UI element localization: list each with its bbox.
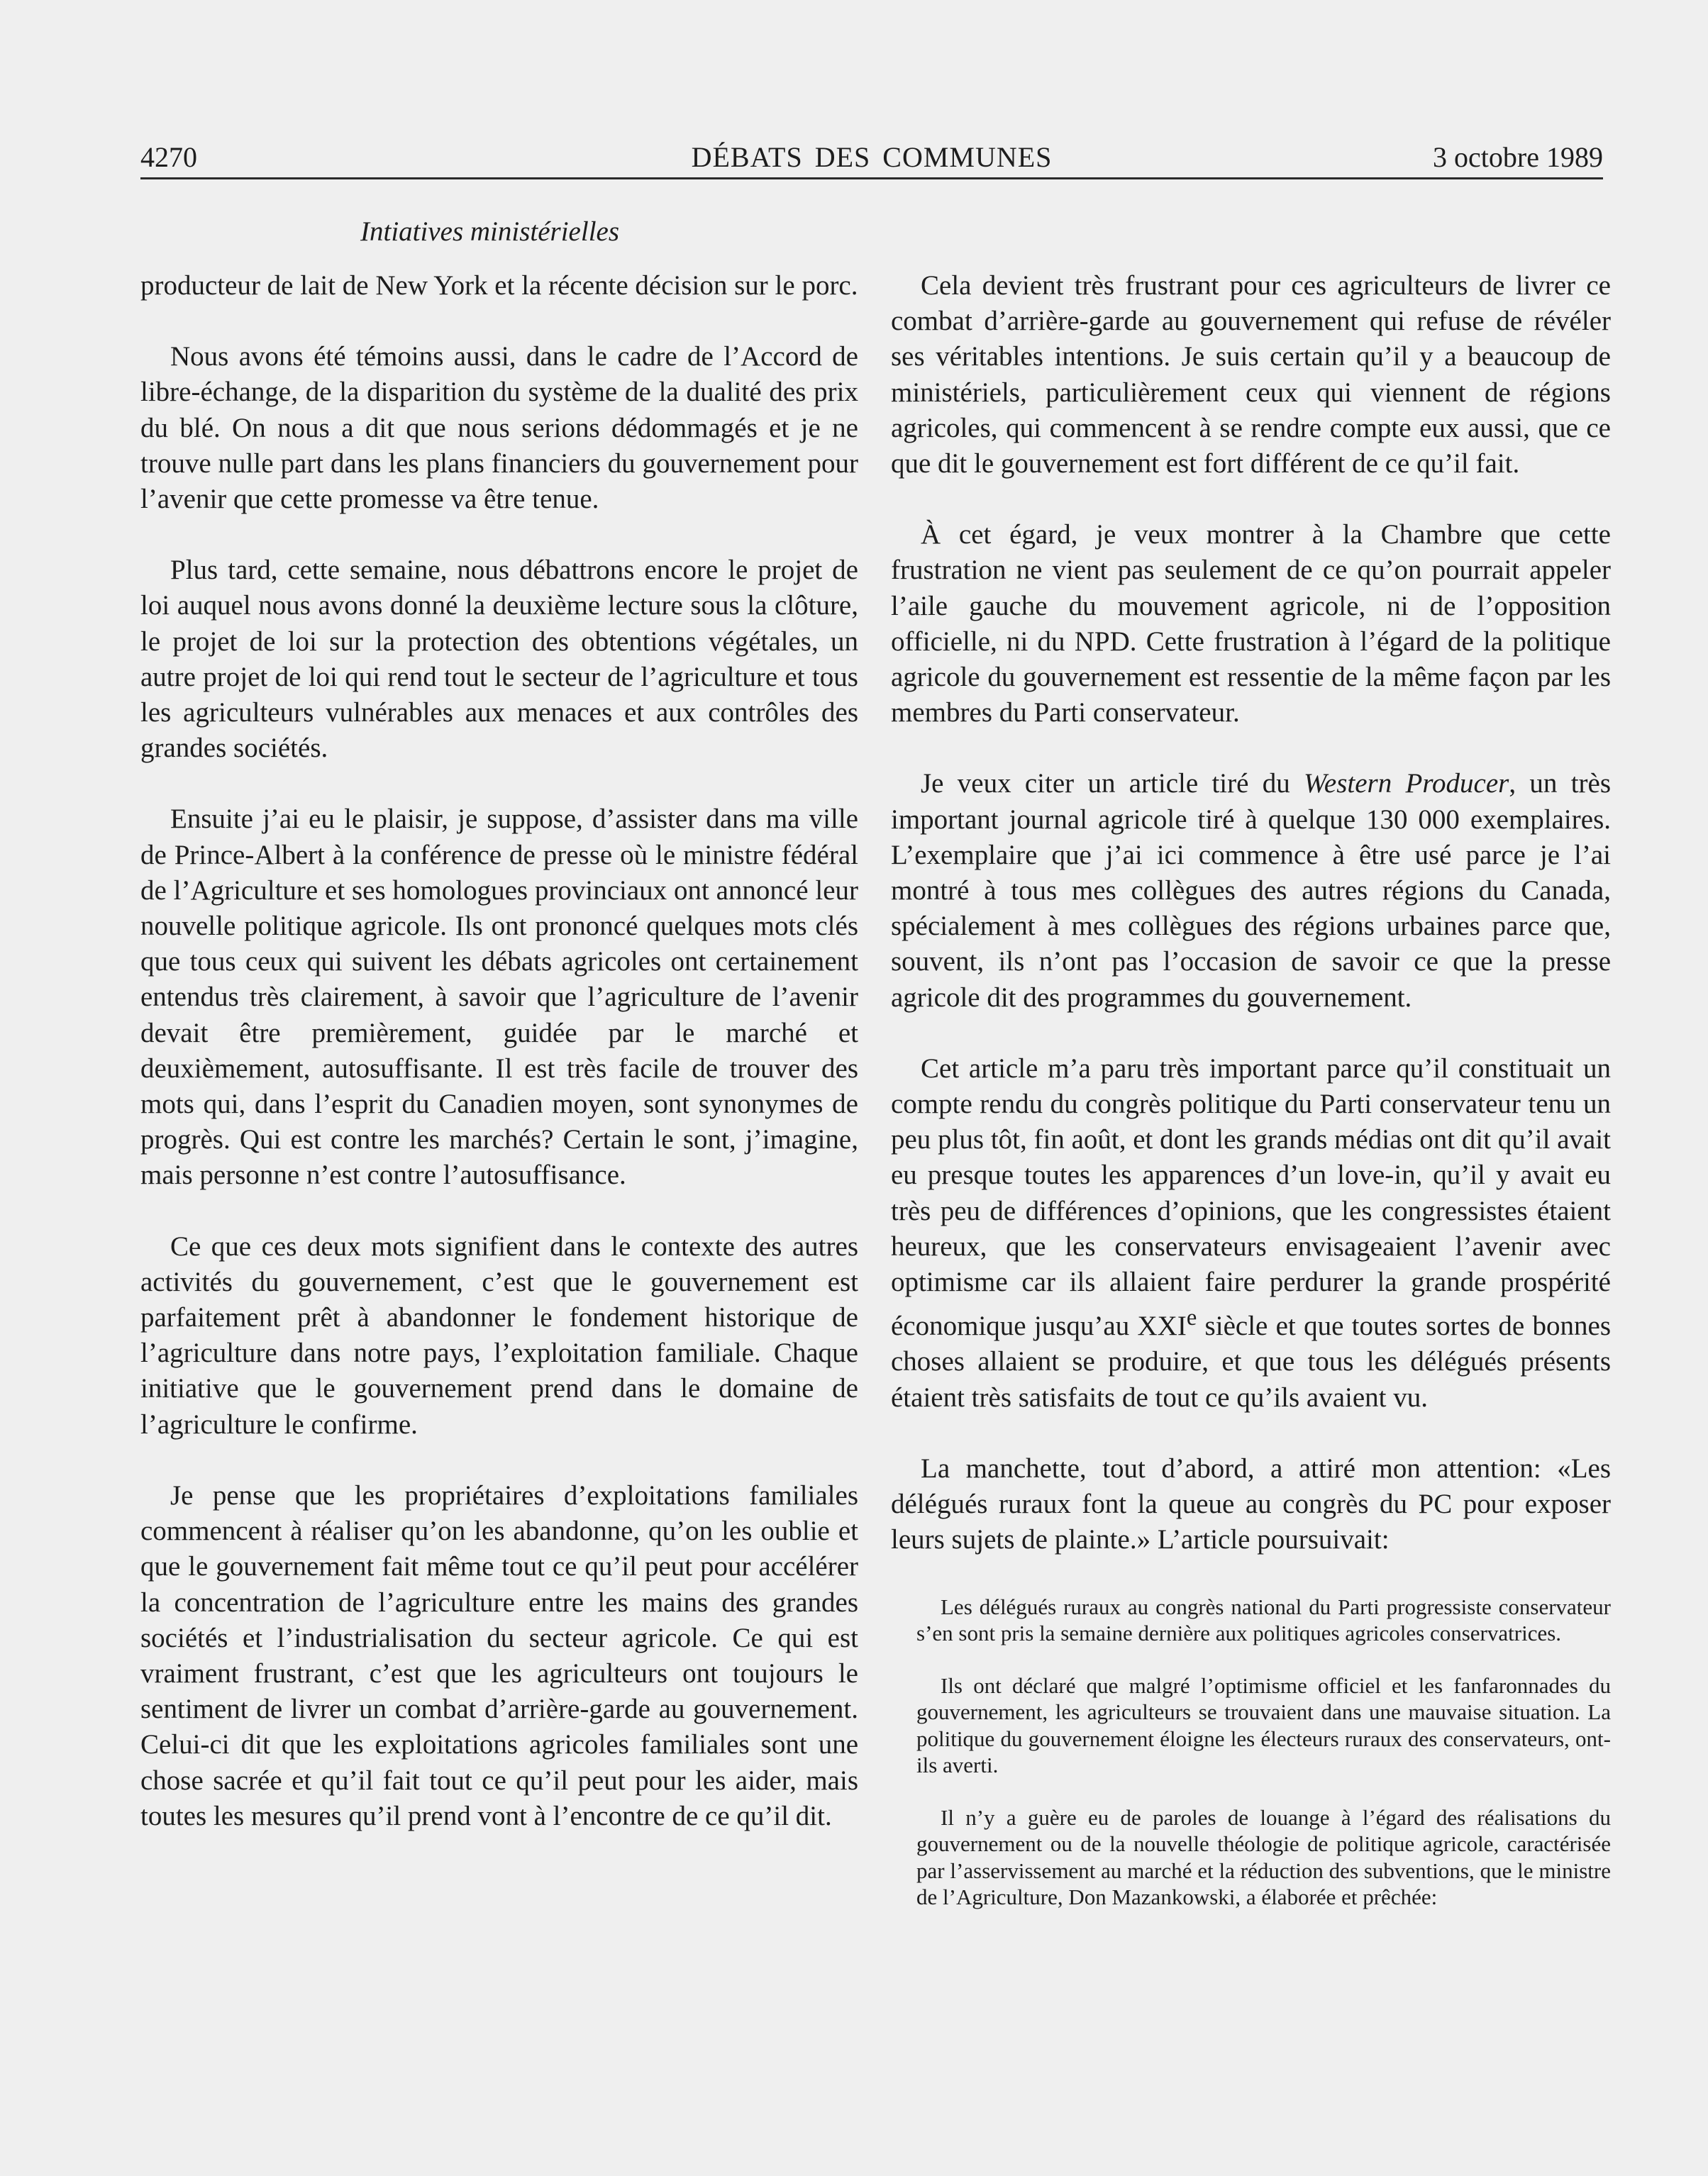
- paragraph: La manchette, tout d’abord, a attiré mon attention: «Les délégués ruraux font la queue au congrès du PC pour exposer leurs sujets de plainte.» L’article poursuivait:: [891, 1453, 1611, 1555]
- paragraph: À cet égard, je veux montrer à la Chambre que cette frustration ne vient pas seulement de ce qu’on pourrait appeler l’aile gauche du mouvement agricole, ni de l’opposition officielle, ni du NPD. Cette frustration à l’égard de la politique agricole du gouvernement est ressentie de la même façon par les membres du Parti conservateur.: [891, 519, 1611, 728]
- paragraph: Cela devient très frustrant pour ces agriculteurs de livrer ce combat d’arrière-garde au gouvernement qui refuse de révéler ses véritables intentions. Je suis certain qu’il y a beaucoup de ministériels, particulièrement ceux qui viennent de régions agricoles, qui commencent à se rendre compte eux aussi, que ce que dit le gouvernement est fort différent de ce qu’il fait.: [891, 270, 1611, 479]
- paragraph-congress-report: [891, 1051, 1611, 1416]
- page-header: [140, 132, 1603, 179]
- century-superscript: e: [1186, 1305, 1197, 1331]
- journal-title: DÉBATS DES COMMUNES: [691, 141, 1053, 173]
- right-column: [891, 268, 1611, 1932]
- paragraph: Ce que ces deux mots signifient dans le contexte des autres activités du gouvernement, c’est que le gouvernement est parfaitement prêt à abandonner le fondement historique de l’agriculture dans notre pays, l’exploitation familiale. Chaque initiative que le gouvernement prend dans le domaine de l’agriculture le confirme.: [140, 1231, 858, 1440]
- page-number: 4270: [140, 141, 197, 173]
- paragraph: Ensuite j’ai eu le plaisir, je suppose, d’assister dans ma ville de Prince-Albert à la conférence de presse où le ministre fédéral de l’Agriculture et ses homologues provinciaux ont annoncé leur nouvelle politique agricole. Ils ont prononcé quelques mots clés que tous ceux qui suivent les débats agricoles ont certainement entendus très clairement, à savoir que l’agriculture de l’avenir devait être premièrement, guidée par le marché et deuxièmement, autosuffisante. Il est très facile de trouver des mots qui, dans l’esprit du Canadien moyen, sont synonymes de progrès. Qui est contre les marchés? Certain le sont, j’imagine, mais personne n’est contre l’autosuffisance.: [140, 804, 858, 1191]
- section-rubric: Intiatives ministérielles: [360, 216, 620, 247]
- text-run: , un très important journal agricole tiré à quelque 130 000 exemplaires. L’exemplaire que j’ai ici commence à être usé parce je l’ai montré à tous mes collègues des autres régions du Canada, spécialement à mes collègues des régions urbaines parce que, souvent, ils n’ont pas l’occasion de savoir ce que la presse agricole dit des programmes du gouvernement.: [891, 768, 1611, 1013]
- paragraph: Je pense que les propriétaires d’exploitations familiales commencent à réaliser qu’on les abandonne, qu’on les oublie et que le gouvernement fait même tout ce qu’il peut pour accélérer la concentration de l’agriculture entre les mains des grandes sociétés et l’industrialisation du secteur agricole. Ce qui est vraiment frustrant, c’est que les agriculteurs ont toujours le sentiment de livrer un combat d’arrière-garde au gouvernement. Celui-ci dit que les exploitations agricoles familiales sont une chose sacrée et qu’il fait tout ce qu’il peut pour les aider, mais toutes les mesures qu’il prend vont à l’encontre de ce qu’il dit.: [140, 1480, 858, 1831]
- paragraph-western-producer: [891, 766, 1611, 1015]
- paragraph: Plus tard, cette semaine, nous débattrons encore le projet de loi auquel nous avons donné la deuxième lecture sous la clôture, le projet de loi sur la protection des obtentions végétales, un autre projet de loi qui rend tout le secteur de l’agriculture et tous les agriculteurs vulnérables aux menaces et aux contrôles des grandes sociétés.: [140, 555, 858, 764]
- left-column: [140, 268, 858, 1870]
- text-run: siècle et que toutes sortes de bonnes choses allaient se produire, et que tous les délégués présents étaient très satisfaits de tout ce qu’ils avaient vu.: [891, 1311, 1611, 1413]
- block-quote: Il n’y a guère eu de paroles de louange à l’égard des réalisations du gouvernement ou de la nouvelle théologie de politique agricole, caractérisée par l’asservissement au marché et la réduction des subventions, que le ministre de l’Agriculture, Don Mazankowski, a élaborée et prêchée:: [916, 1804, 1611, 1909]
- issue-date: 3 octobre 1989: [1433, 141, 1603, 173]
- paragraph: Nous avons été témoins aussi, dans le cadre de l’Accord de libre-échange, de la disparition du système de la dualité des prix du blé. On nous a dit que nous serions dédommagés et je ne trouve nulle part dans les plans financiers du gouvernement pour l’avenir que cette promesse va être tenue.: [140, 341, 858, 515]
- publication-title: Western Producer: [1304, 768, 1509, 799]
- paragraph: producteur de lait de New York et la récente décision sur le porc.: [140, 270, 858, 301]
- block-quote: Ils ont déclaré que malgré l’optimisme officiel et les fanfaronnades du gouvernement, les agriculteurs se trouvaient dans une mauvaise situation. La politique du gouvernement éloigne les électeurs ruraux des conservateurs, ont-ils averti.: [916, 1672, 1611, 1777]
- text-run: Cet article m’a paru très important parce qu’il constituait un compte rendu du congrès politique du Parti conservateur tenu un peu plus tôt, fin août, et dont les grands médias ont dit qu’il avait eu presque toutes les apparences d’un love-in, qu’il y avait eu très peu de différences d’opinions, que les congressistes étaient heureux, que les conservateurs envisageaient l’avenir avec optimisme car ils allaient faire perdurer la grande prospérité économique jusqu’au XXI: [891, 1053, 1611, 1342]
- block-quote: Les délégués ruraux au congrès national du Parti progressiste conservateur s’en sont pris la semaine dernière aux politiques agricoles conservatrices.: [916, 1594, 1611, 1645]
- text-run: Je veux citer un article tiré du: [921, 768, 1304, 799]
